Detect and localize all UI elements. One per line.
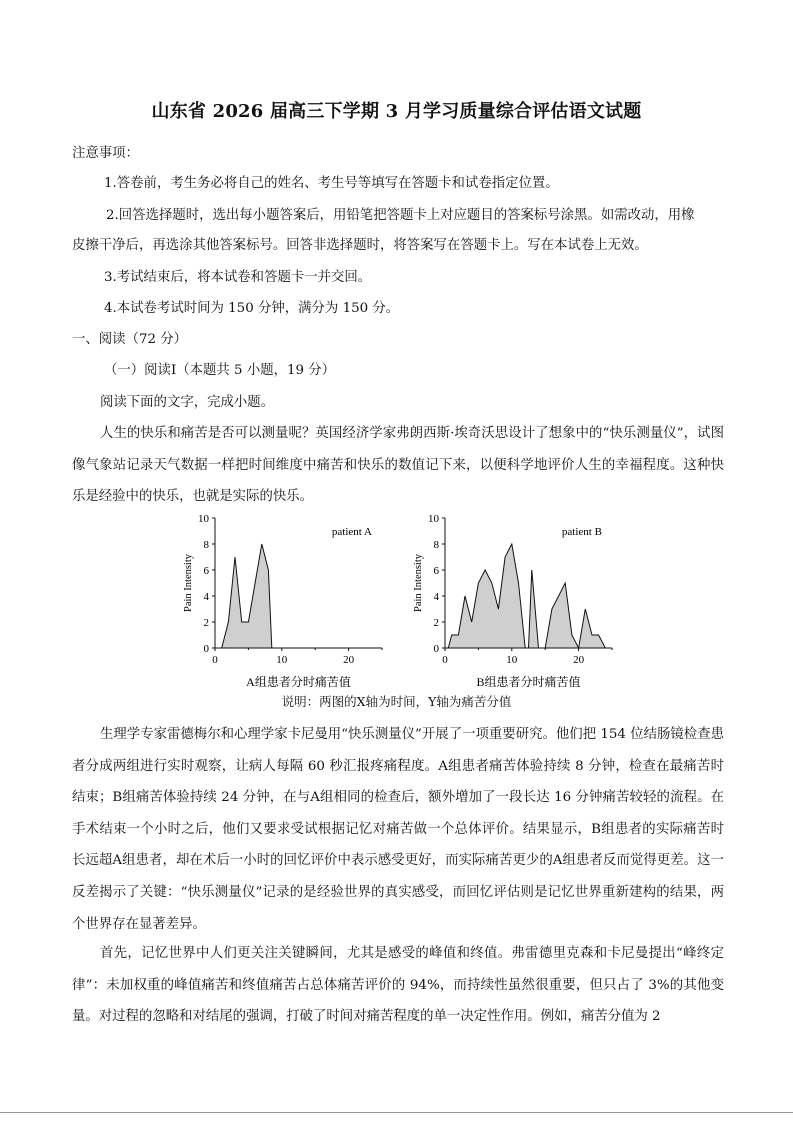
- chart-a-x-tick-label: 10: [276, 654, 288, 666]
- sub-section-heading: （一）阅读Ⅰ（本题共 5 小题，19 分）: [104, 363, 336, 378]
- chart-b-y-tick-label: 2: [433, 617, 439, 629]
- chart-a-y-tick-label: 0: [203, 643, 209, 655]
- paragraph-3: 首先，记忆世界中人们更关注关键瞬间，尤其是感受的峰值和终值。弗雷德里克森和卡尼曼提出“峰终定律”：未加权重的峰值痛苦和终值痛苦占总体痛苦评价的 94%，而持续性虽然很重要，但只占了 3%的其他变量。对过程的忽略和对结尾的强调，打破了时间对痛苦程度的单一决定性作用。例如，痛苦分值为 2: [72, 946, 724, 1025]
- chart-b-title: patient B: [561, 526, 602, 538]
- section-heading: 一、阅读（72 分）: [72, 332, 188, 347]
- notes-heading: 注意事项：: [72, 146, 139, 161]
- chart-a-y-tick-label: 4: [203, 591, 209, 603]
- chart-b-x-tick-label: 0: [442, 654, 448, 666]
- note-item-3: 3.考试结束后，将本试卷和答题卡一并交回。: [104, 270, 372, 285]
- chart-a-x-tick-label: 0: [212, 654, 218, 666]
- chart-a-x-label: A组患者分时痛苦值: [246, 675, 351, 688]
- chart-b-y-tick-label: 10: [428, 513, 439, 525]
- reading-instruction: 阅读下面的文字，完成小题。: [100, 395, 275, 410]
- note-item-4: 4.本试卷考试时间为 150 分钟，满分为 150 分。: [104, 301, 400, 316]
- chart-b-area: [448, 544, 608, 648]
- chart-b-y-tick-label: 0: [433, 643, 439, 655]
- chart-b-x-label: B组患者分时痛苦值: [476, 675, 581, 688]
- chart-b-x-tick-label: 20: [573, 654, 585, 666]
- chart-b-y-label: Pain Intensity: [413, 553, 424, 613]
- chart-a-y-tick-label: 10: [198, 513, 209, 525]
- paragraph-2: 生理学专家雷德梅尔和心理学家卡尼曼用“快乐测量仪”开展了一项重要研究。他们把 154 位结肠镜检查患者分成两组进行实时观察，让病人每隔 60 秒汇报疼痛程度。A组患者痛苦体验持续 8 分钟，检查在最痛苦时结束；B组痛苦体验持续 24 分钟，在与A组相同的检查后，额外增加了一段长达 16 分钟痛苦较轻的流程。在手术结束一个小时之后，他们又要求受试根据记忆对痛苦做一个总体评价。结果显示，B组患者的实际痛苦时长远超A组患者，却在术后一小时的回忆评价中表示感受更好，而实际痛苦更少的A组患者反而觉得更差。这一反差揭示了关键：“快乐测量仪”记录的是经验世界的真实感受，而回忆评估则是记忆世界重新建构的结果，两个世界存在显著差异。: [72, 727, 724, 932]
- note-item-2: 2.回答选择题时，选出每小题答案后，用铅笔把答题卡上对应题目的答案标号涂黑。如需改动，用橡: [106, 208, 695, 223]
- note-item-1: 1.答卷前，考生务必将自己的姓名、考生号等填写在答题卡和试卷指定位置。: [104, 176, 559, 191]
- chart-a-y-tick-label: 2: [203, 617, 209, 629]
- chart-b-x-tick-label: 10: [506, 654, 518, 666]
- chart-b-y-tick-label: 6: [433, 565, 439, 577]
- note-item-2-cont: 皮擦干净后，再选涂其他答案标号。回答非选择题时，将答案写在答题卡上。写在本试卷上无效。: [72, 238, 648, 253]
- chart-b-y-tick-label: 4: [433, 591, 439, 603]
- chart-caption: 说明：两图的X轴为时间，Y轴为痛苦分值: [281, 694, 512, 709]
- chart-a-y-tick-label: 8: [203, 539, 209, 551]
- chart-a-y-label: Pain Intensity: [183, 553, 194, 613]
- page-bottom-rule: [0, 1112, 793, 1113]
- chart-a-x-tick-label: 20: [343, 654, 355, 666]
- chart-a-y-tick-label: 6: [203, 565, 209, 577]
- paragraph-1: 人生的快乐和痛苦是否可以测量呢？英国经济学家弗朗西斯·埃奇沃思设计了想象中的“快乐测量仪”，试图像气象站记录天气数据一样把时间维度中痛苦和快乐的数值记下来，以便科学地评价人生的幸福程度。这种快乐是经验中的快乐，也就是实际的快乐。: [72, 426, 724, 505]
- chart-a-title: patient A: [331, 526, 372, 538]
- chart-b-y-tick-label: 8: [433, 539, 439, 551]
- chart-a-area: [222, 544, 272, 648]
- pain-chart-figure: [180, 508, 620, 688]
- page-title: 山东省 2026 届高三下学期 3 月学习质量综合评估语文试题: [151, 101, 642, 122]
- pain-charts: [180, 508, 620, 708]
